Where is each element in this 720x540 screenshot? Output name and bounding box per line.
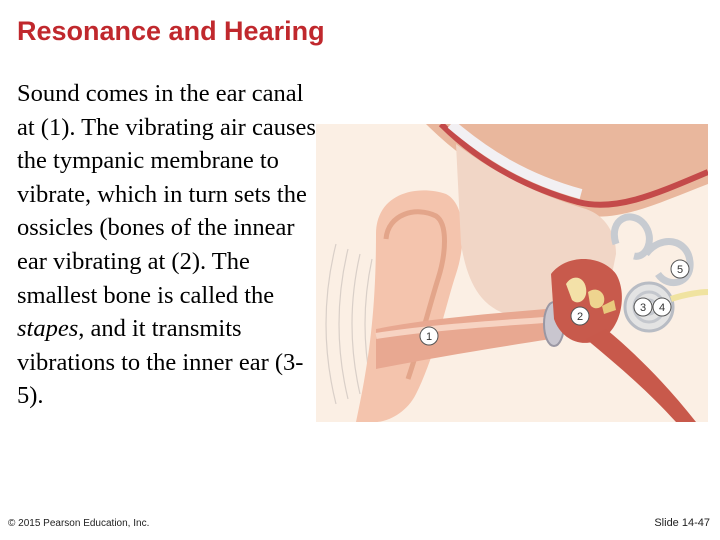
copyright-notice: © 2015 Pearson Education, Inc. [8, 518, 150, 529]
svg-text:4: 4 [658, 302, 666, 314]
callout-1 [420, 327, 438, 345]
middle-ear [551, 259, 622, 343]
callout-3 [634, 298, 652, 316]
callout-4 [653, 298, 671, 316]
ear-anatomy-illustration [316, 124, 708, 422]
body-text-part1: Sound comes in the ear canal at (1). The vibrating air causes the tympanic membrane to vibrate, which in turn sets the ossicles (bones of the innear ear vibrating at (2). The smallest bone is called the [17, 80, 316, 309]
slide-number: Slide 14-47 [654, 517, 710, 529]
slide-title: Resonance and Hearing [17, 16, 325, 46]
ear-anatomy-figure [316, 124, 708, 422]
body-text-part2: , and it transmits vibrations to the inner ear (3-5). [17, 315, 304, 410]
svg-text:3: 3 [639, 302, 647, 314]
callout-5 [671, 260, 689, 278]
body-paragraph [17, 77, 322, 413]
svg-text:2: 2 [576, 311, 584, 323]
svg-text:1: 1 [425, 331, 433, 343]
callout-2 [571, 307, 589, 325]
body-text-emphasis: stapes [17, 315, 79, 343]
svg-text:5: 5 [676, 264, 684, 276]
